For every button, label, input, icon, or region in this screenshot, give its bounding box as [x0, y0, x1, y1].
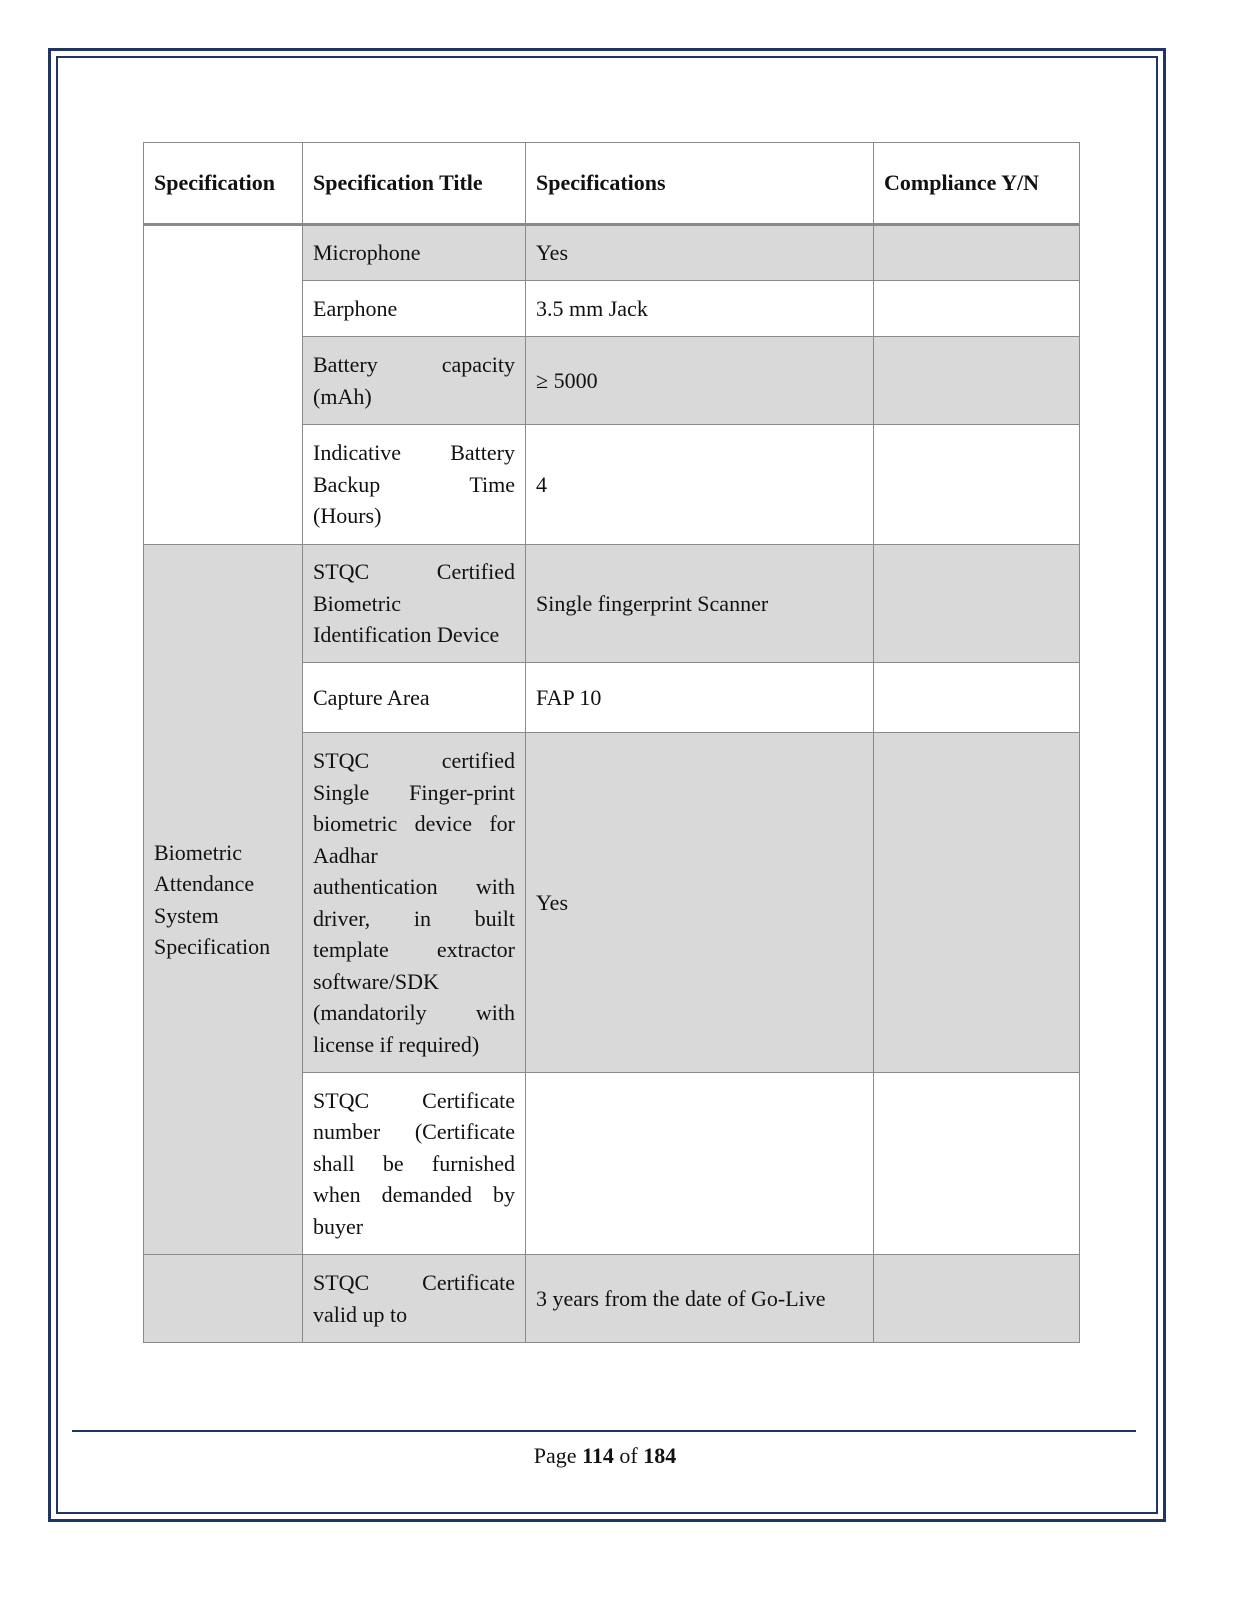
spec-value-cell: Yes [526, 225, 874, 281]
spec-value-cell: ≥ 5000 [526, 337, 874, 425]
compliance-cell[interactable] [874, 733, 1080, 1073]
title-line: Indicative Battery [313, 440, 515, 466]
page-of-label: of [619, 1443, 638, 1468]
compliance-cell[interactable] [874, 337, 1080, 425]
footer-divider [72, 1430, 1136, 1432]
title-line: (mandatorily with [313, 1000, 515, 1025]
spec-title-cell [303, 1255, 526, 1343]
title-line: (mAh) [313, 383, 372, 409]
spec-value-cell: Single fingerprint Scanner [526, 545, 874, 663]
table-row [144, 1255, 1080, 1343]
total-pages: 184 [643, 1443, 677, 1468]
title-line: Identification Device [313, 622, 500, 648]
title-line: software/SDK [313, 968, 439, 994]
title-line: Aadhar [313, 842, 378, 868]
header-specifications: Specifications [526, 143, 874, 225]
group-label-line: Attendance [154, 871, 255, 896]
title-line: valid up to [313, 1301, 408, 1327]
title-line: biometric device for [313, 811, 515, 836]
group-label-line: Specification [154, 934, 271, 959]
title-line: number (Certificate [313, 1119, 515, 1145]
title-line: when demanded by [313, 1182, 515, 1208]
spec-title-cell [303, 545, 526, 663]
compliance-cell[interactable] [874, 225, 1080, 281]
specification-table [143, 142, 1080, 1343]
spec-value-cell: 4 [526, 425, 874, 545]
spec-group-label [144, 545, 303, 1255]
compliance-cell[interactable] [874, 545, 1080, 663]
spec-value-cell: Yes [526, 733, 874, 1073]
spec-title-cell: Earphone [303, 281, 526, 337]
title-line: STQC Certificate [313, 1087, 515, 1113]
spec-value-cell: FAP 10 [526, 663, 874, 733]
title-line: shall be furnished [313, 1150, 515, 1176]
compliance-cell[interactable] [874, 1255, 1080, 1343]
title-line: Biometric [313, 590, 401, 616]
compliance-cell[interactable] [874, 1073, 1080, 1255]
title-line: (Hours) [313, 503, 382, 529]
current-page: 114 [582, 1443, 614, 1468]
page-label: Page [533, 1443, 577, 1468]
spec-group-blank [144, 225, 303, 545]
header-compliance: Compliance Y/N [874, 143, 1080, 225]
spec-group-blank [144, 1255, 303, 1343]
table-row [144, 545, 1080, 663]
spec-title-cell [303, 425, 526, 545]
group-label-line: System [154, 902, 219, 928]
title-line: buyer [313, 1213, 364, 1239]
compliance-cell[interactable] [874, 663, 1080, 733]
title-line: authentication with [313, 874, 515, 899]
spec-value-cell: 3.5 mm Jack [526, 281, 874, 337]
group-label-line: Biometric [154, 839, 242, 865]
title-line: Single Finger-print [313, 779, 515, 805]
header-specification-title: Specification Title [303, 143, 526, 225]
compliance-cell[interactable] [874, 425, 1080, 545]
table-header-row [144, 143, 1080, 225]
title-line: Backup Time [313, 471, 515, 497]
title-line: driver, in built [313, 905, 515, 931]
title-line: template extractor [313, 937, 515, 962]
title-line: STQC Certificate [313, 1270, 515, 1295]
compliance-cell[interactable] [874, 281, 1080, 337]
title-line: STQC certified [313, 748, 515, 773]
title-line: license if required) [313, 1031, 480, 1057]
title-line: Battery capacity [313, 352, 515, 377]
page-number [0, 1443, 1210, 1469]
table-row [144, 225, 1080, 281]
header-specification: Specification [144, 143, 303, 225]
spec-title-cell [303, 337, 526, 425]
spec-title-cell: Microphone [303, 225, 526, 281]
spec-title-cell [303, 733, 526, 1073]
spec-title-cell [303, 1073, 526, 1255]
title-line: STQC Certified [313, 559, 515, 585]
spec-title-cell: Capture Area [303, 663, 526, 733]
spec-value-cell [526, 1073, 874, 1255]
spec-value-cell: 3 years from the date of Go-Live [526, 1255, 874, 1343]
